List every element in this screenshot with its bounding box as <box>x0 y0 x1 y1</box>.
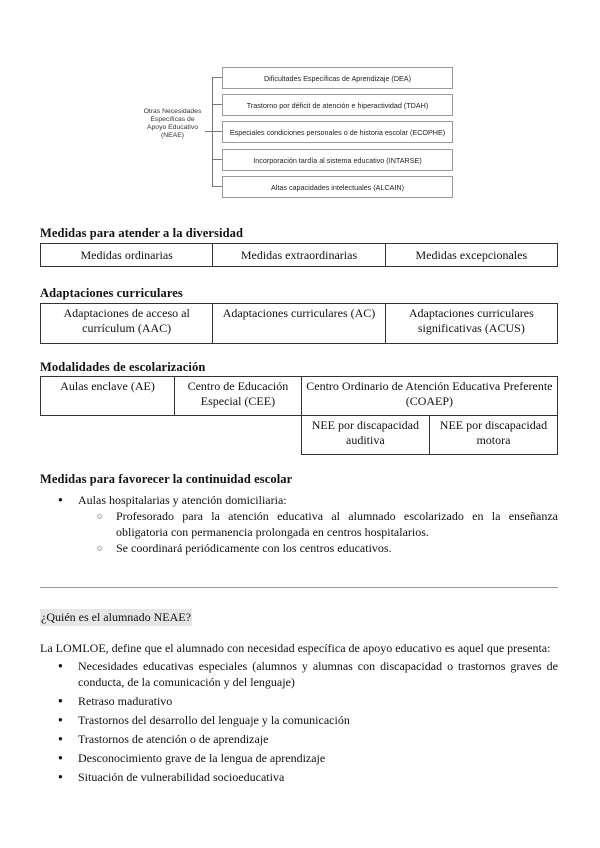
connector-line <box>212 77 222 78</box>
table-cell: NEE por discapacidad auditiva <box>301 416 429 455</box>
diagram-node-tdah: Trastorno por déficit de atención e hiperactividad (TDAH) <box>222 94 453 116</box>
table-cell: Centro Ordinario de Atención Educativa Preferente (COAEP) <box>301 377 557 416</box>
section-title-diversidad: Medidas para atender a la diversidad <box>40 226 244 240</box>
table-cell: Medidas excepcionales <box>385 244 557 267</box>
table-row <box>41 304 558 344</box>
list-item: ● Retraso madurativo <box>40 693 558 709</box>
table-row <box>41 377 558 416</box>
table-cell: Adaptaciones curriculares (AC) <box>213 304 385 344</box>
modalidades-table <box>40 376 558 455</box>
adaptaciones-table <box>40 303 558 344</box>
diagram-node-dea: Dificultades Específicas de Aprendizaje (DEA) <box>222 67 453 89</box>
list-item-text: Aulas hospitalarias y atención domiciliaria: <box>78 493 287 507</box>
connector-line <box>212 159 222 160</box>
list-item: ○ Profesorado para la atención educativa al alumnado escolarizado en la enseñanza obligatoria con permanencia prolongada en centros hospitalarios. <box>78 508 558 540</box>
question-heading: ¿Quién es el alumnado NEAE? <box>41 610 191 624</box>
list-item: ● Trastornos de atención o de aprendizaje <box>40 731 558 747</box>
section-title-modalidades: Modalidades de escolarización <box>40 360 206 374</box>
diagram-node-intarse: Incorporación tardía al sistema educativo (INTARSE) <box>222 149 453 171</box>
divider <box>40 587 558 588</box>
table-row <box>41 244 558 267</box>
connector-line <box>212 104 222 105</box>
diversidad-table <box>40 243 558 267</box>
table-cell: Aulas enclave (AE) <box>41 377 175 416</box>
table-cell: Medidas ordinarias <box>41 244 213 267</box>
list-item: ● Necesidades educativas especiales (alumnos y alumnas con discapacidad o trastornos graves de conducta, de la comunicación y del lenguaje) <box>40 658 558 690</box>
intro-paragraph: La LOMLOE, define que el alumnado con necesidad específica de apoyo educativo es aquel que presenta: <box>40 641 551 655</box>
neae-diagram <box>0 0 600 205</box>
connector-line <box>205 131 212 132</box>
connector-line <box>212 131 222 132</box>
diagram-node-alcain: Altas capacidades intelectuales (ALCAIN) <box>222 176 453 198</box>
diagram-node-ecophe: Especiales condiciones personales o de historia escolar (ECOPHE) <box>222 121 453 143</box>
table-cell: Adaptaciones de acceso al currículum (AAC) <box>41 304 213 344</box>
table-cell: Medidas extraordinarias <box>213 244 385 267</box>
list-item: ● Trastornos del desarrollo del lenguaje y la comunicación <box>40 712 558 728</box>
neae-list <box>40 658 558 788</box>
section-title-adaptaciones: Adaptaciones curriculares <box>40 286 183 300</box>
empty-cell <box>41 416 302 455</box>
list-item: ● Situación de vulnerabilidad socioeducativa <box>40 769 558 785</box>
list-item: ○ Se coordinará periódicamente con los centros educativos. <box>78 540 558 556</box>
table-cell: Adaptaciones curriculares significativas (ACUS) <box>385 304 557 344</box>
list-item: ● Desconocimiento grave de la lengua de aprendizaje <box>40 750 558 766</box>
continuidad-list <box>40 492 558 556</box>
table-cell: Centro de Educación Especial (CEE) <box>175 377 302 416</box>
table-row <box>41 416 558 455</box>
sub-list <box>78 508 558 556</box>
section-title-continuidad: Medidas para favorecer la continuidad escolar <box>40 472 293 486</box>
connector-line <box>212 186 222 187</box>
table-cell: NEE por discapacidad motora <box>429 416 557 455</box>
list-item <box>40 492 558 556</box>
diagram-main-node: Otras Necesidades Específicas de Apoyo Educativo (NEAE) <box>143 108 202 139</box>
